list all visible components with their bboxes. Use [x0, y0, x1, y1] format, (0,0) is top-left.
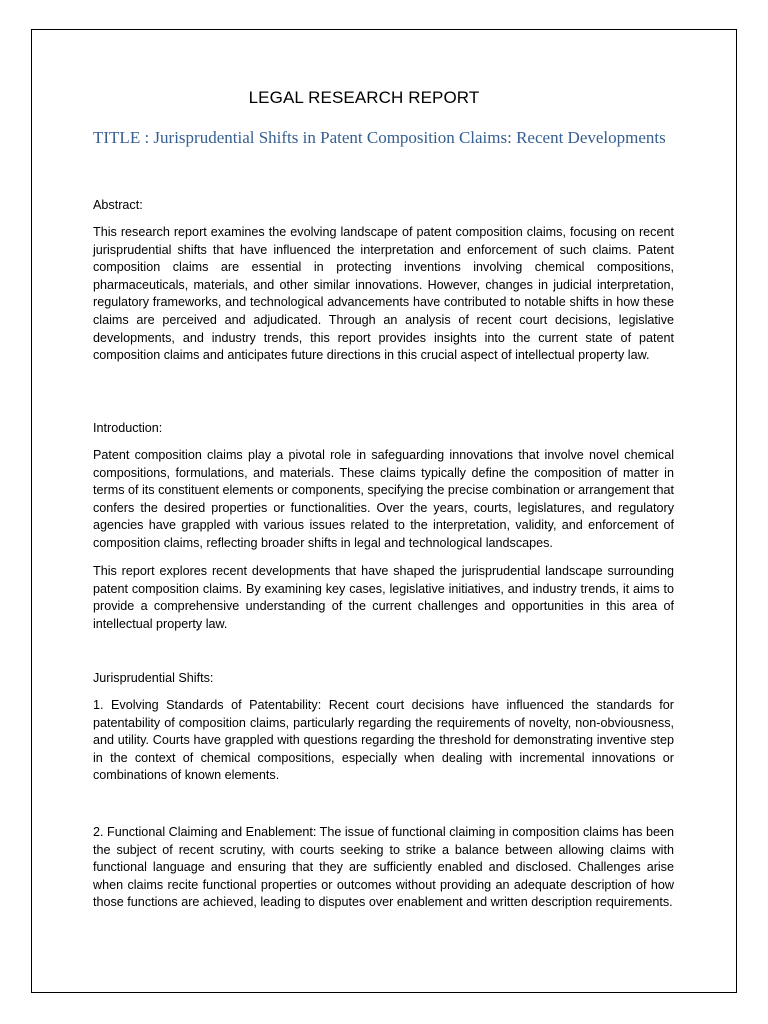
abstract-paragraph: This research report examines the evolving landscape of patent composition claims, focusing on recent jurisprudential shifts that have influenced the interpretation and enforcement of such claims. Patent composition claims are essential in protecting inventions involving chemical compositions, pharmaceuticals, materials, and other similar innovations. However, changes in judicial interpretation, regulatory frameworks, and technological advancements have contributed to notable shifts in how these claims are perceived and adjudicated. Through an analysis of recent court decisions, legislative developments, and industry trends, this report provides insights into the current state of patent composition claims and anticipates future directions in this crucial aspect of intellectual property law. [93, 225, 674, 363]
report-title: TITLE : Jurisprudential Shifts in Patent Composition Claims: Recent Developments [93, 128, 666, 147]
introduction-paragraph-1: Patent composition claims play a pivotal role in safeguarding innovations that involve novel chemical compositions, formulations, and materials. These claims typically define the composition of matter in terms of its constituent elements or components, specifying the precise combination or arrangement that confers the desired properties or functionalities. Over the years, courts, legislatures, and regulatory agencies have grappled with various issues related to the interpretation, validity, and enforcement of composition claims, reflecting broader shifts in legal and technological landscapes. [93, 448, 675, 550]
shift-item-1: 1. Evolving Standards of Patentability: Recent court decisions have influenced the standards for patentability of composition claims, particularly regarding the requirements of novelty, non-obviousness, and utility. Courts have grappled with questions regarding the threshold for demonstrating inventive step in the context of chemical compositions, especially when dealing with incremental innovations or combinations of known elements. [93, 698, 674, 783]
jurisprudential-shifts-label: Jurisprudential Shifts: [93, 671, 214, 685]
report-heading: LEGAL RESEARCH REPORT [248, 88, 480, 107]
introduction-paragraph-2: This report explores recent developments that have shaped the jurisprudential landscape surrounding patent composition claims. By examining key cases, legislative initiatives, and industry trends, it aims to provide a comprehensive understanding of the current challenges and opportunities in this area of intellectual property law. [93, 564, 674, 631]
shift-item-2: 2. Functional Claiming and Enablement: The issue of functional claiming in composition claims has been the subject of recent scrutiny, with courts seeking to strike a balance between allowing claims with functional language and ensuring that they are sufficiently enabled and disclosed. Challenges arise when claims recite functional properties or outcomes without providing an adequate description of how those functions are achieved, leading to disputes over enablement and written description requirements. [93, 825, 674, 910]
introduction-label: Introduction: [93, 421, 163, 435]
abstract-label: Abstract: [93, 198, 143, 212]
